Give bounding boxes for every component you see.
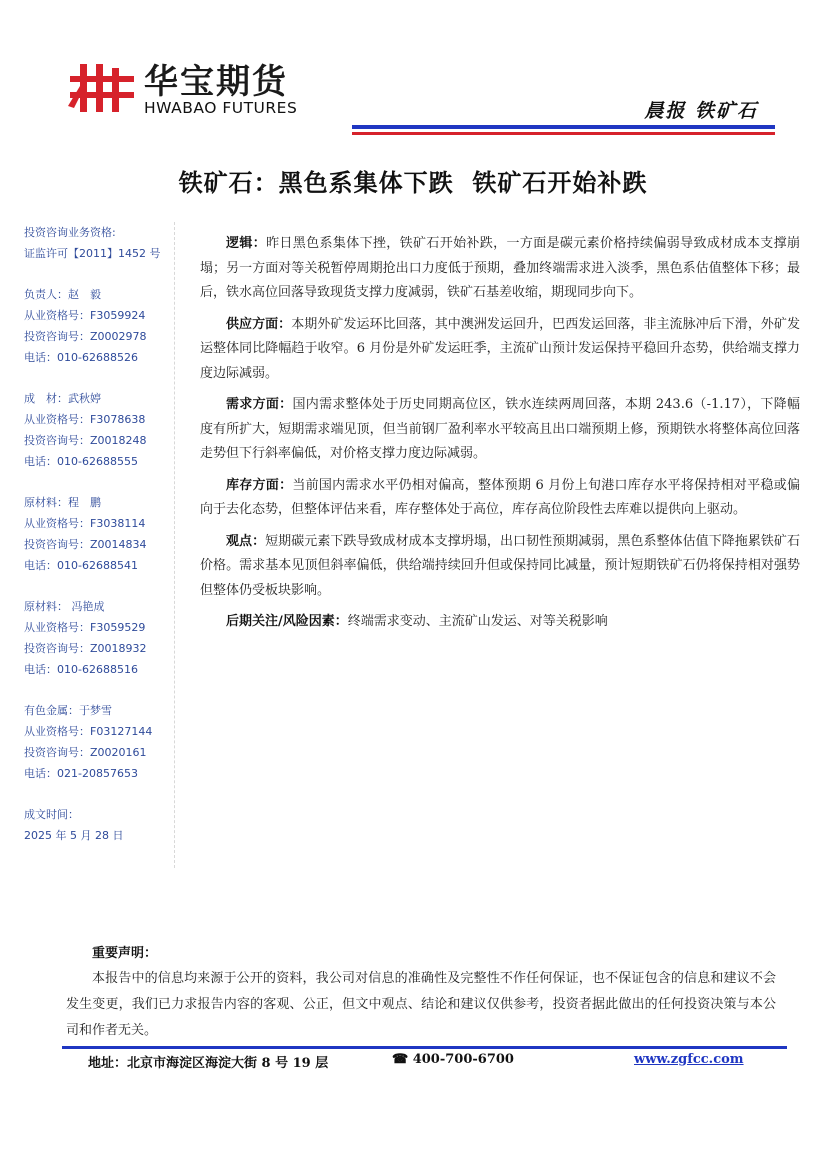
analyst-role: 成 材：武秋婷 — [24, 392, 101, 405]
analyst-phone: 电话：010-62688541 — [24, 559, 138, 572]
section-text: 终端需求变动、主流矿山发运、对等关税影响 — [347, 614, 608, 629]
analyst-phone: 电话：021-20857653 — [24, 767, 138, 780]
analyst-license: 从业资格号：F3078638 — [24, 413, 146, 426]
analyst-block — [24, 284, 174, 368]
logic-paragraph — [200, 232, 800, 306]
analyst-consult: 投资咨询号：Z0018932 — [24, 642, 147, 655]
analyst-phone: 电话：010-62688516 — [24, 663, 138, 676]
risk-paragraph — [200, 610, 800, 635]
hwabao-logo-icon — [68, 62, 136, 114]
analyst-license: 从业资格号：F3059529 — [24, 621, 146, 634]
section-label: 供应方面： — [226, 316, 292, 332]
report-date: 2025 年 5 月 28 日 — [24, 829, 124, 842]
analyst-consult: 投资咨询号：Z0002978 — [24, 330, 147, 343]
analyst-role: 有色金属：于梦雪 — [24, 704, 112, 717]
section-text: 国内需求整体处于历史同期高位区，铁水连续两周回落，本期 243.6（-1.17），下降幅度有所扩大，短期需求端见顶，但当前钢厂盈利率水平较高且出口端预期上修，预期铁水将整体高位回落走势但下行斜率偏低，对价格支撑力度边际减弱。 — [200, 397, 800, 461]
section-label: 观点： — [226, 533, 266, 549]
demand-paragraph — [200, 393, 800, 467]
notice-text: 本报告中的信息均来源于公开的资料，我公司对信息的准确性及完整性不作任何保证，也不保证包含的信息和建议不会发生变更，我们已力求报告内容的客观、公正，但文中观点、结论和建议仅供参考，投资者据此做出的任何投资决策与本公司和作者无关。 — [66, 971, 776, 1038]
analyst-license: 从业资格号：F3059924 — [24, 309, 146, 322]
section-label: 需求方面： — [226, 397, 293, 412]
inventory-paragraph — [200, 474, 800, 523]
date-label: 成文时间： — [24, 808, 79, 821]
analyst-sidebar — [24, 222, 175, 868]
logo-english-name: HWABAO FUTURES — [144, 99, 298, 117]
analyst-consult: 投资咨询号：Z0018248 — [24, 434, 147, 447]
analyst-role: 负责人：赵 毅 — [24, 288, 101, 301]
analyst-phone: 电话：010-62688526 — [24, 351, 138, 364]
analyst-role: 原材料：程 鹏 — [24, 496, 101, 509]
header-rule-blue — [352, 125, 775, 129]
company-logo — [68, 62, 318, 122]
analyst-phone: 电话：010-62688555 — [24, 455, 138, 468]
analyst-block — [24, 596, 174, 680]
footer-rule — [62, 1046, 787, 1049]
analyst-role: 原材料： 冯艳成 — [24, 600, 105, 613]
footer-website-link[interactable]: www.zgfcc.com — [634, 1052, 744, 1067]
report-title: 铁矿石：黑色系集体下跌 铁矿石开始补跌 — [178, 168, 648, 197]
header-rule-red — [352, 132, 775, 135]
section-text: 短期碳元素下跌导致成材成本支撑坍塌，出口韧性预期减弱，黑色系整体估值下降拖累铁矿石价格。需求基本见顶但斜率偏低，供给端持续回升但或保持同比减量，预计短期铁矿石仍将保持相对强势但整体仍受板块影响。 — [200, 533, 800, 598]
footer-address: 地址：北京市海淀区海淀大街 8 号 19 层 — [88, 1056, 329, 1071]
report-type: 晨报 铁矿石 — [644, 100, 758, 122]
analyst-block — [24, 700, 174, 784]
qualification-label: 投资咨询业务资格: — [24, 226, 116, 239]
section-label: 逻辑： — [226, 236, 267, 251]
report-body — [200, 232, 800, 642]
notice-title: 重要声明： — [92, 946, 158, 961]
supply-paragraph — [200, 313, 800, 387]
analyst-block — [24, 492, 174, 576]
section-text: 本期外矿发运环比回落，其中澳洲发运回升，巴西发运回落，非主流脉冲后下滑，外矿发运整体同比降幅趋于收窄。6 月份是外矿发运旺季，主流矿山预计发运保持平稳回升态势，供给端支撑力度边际减弱。 — [200, 316, 800, 381]
view-paragraph — [200, 530, 800, 604]
section-label: 后期关注/风险因素： — [226, 614, 348, 629]
logo-chinese-name: 华宝期货 — [144, 62, 288, 102]
section-text: 当前国内需求水平仍相对偏高，整体预期 6 月份上旬港口库存水平将保持相对平稳或偏向于去化态势，但整体评估来看，库存整体处于高位，库存高位阶段性去库难以提供向上驱动。 — [200, 477, 800, 517]
qualification-license: 证监许可【2011】1452 号 — [24, 247, 161, 260]
footer-phone: ☎ 400-700-6700 — [392, 1052, 514, 1067]
analyst-consult: 投资咨询号：Z0014834 — [24, 538, 147, 551]
analyst-consult: 投资咨询号：Z0020161 — [24, 746, 147, 759]
analyst-license: 从业资格号：F3038114 — [24, 517, 146, 530]
section-label: 库存方面： — [226, 477, 293, 493]
analyst-license: 从业资格号：F03127144 — [24, 725, 153, 738]
analyst-block — [24, 388, 174, 472]
section-text: 昨日黑色系集体下挫，铁矿石开始补跌，一方面是碳元素价格持续偏弱导致成材成本支撑崩塌；另一方面对等关税暂停周期抢出口力度低于预期，叠加终端需求进入淡季，黑色系估值整体下移；最后，铁水高位回落导致现货支撑力度减弱，铁矿石基差收缩，期现同步向下。 — [200, 236, 800, 300]
